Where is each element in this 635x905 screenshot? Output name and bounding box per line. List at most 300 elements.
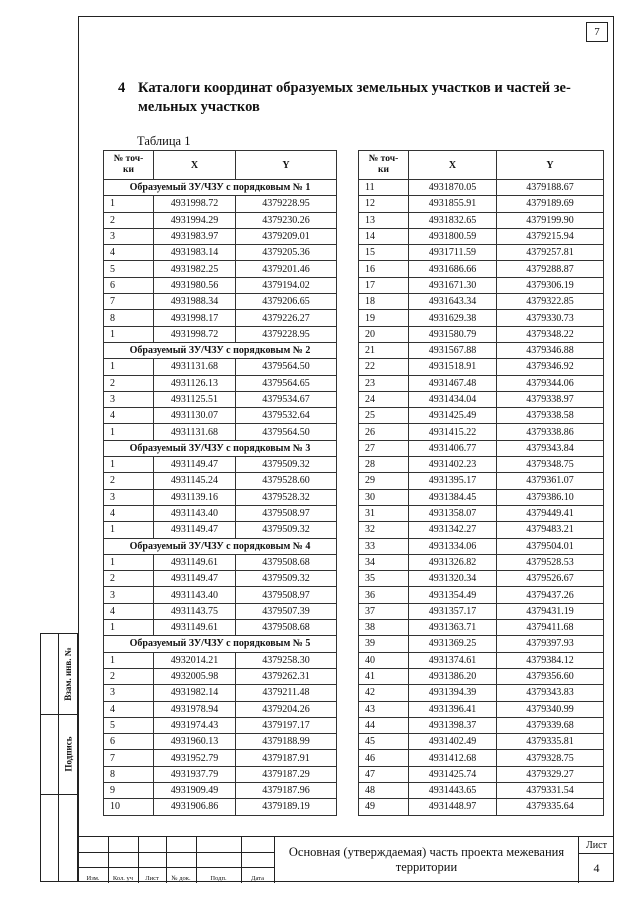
point-cell: 2 [104, 212, 154, 228]
point-cell: 46 [359, 750, 409, 766]
x-cell: 4931363.71 [409, 620, 497, 636]
point-cell: 22 [359, 359, 409, 375]
y-cell: 4379507.39 [236, 603, 337, 619]
point-cell: 48 [359, 782, 409, 798]
y-cell: 4379330.73 [497, 310, 604, 326]
label-change: Изм. [86, 875, 100, 882]
x-cell: 4931937.79 [154, 766, 236, 782]
y-cell: 4379335.64 [497, 799, 604, 815]
table-row [104, 668, 337, 684]
table-row [104, 766, 337, 782]
table-row [104, 310, 337, 326]
table-row [359, 212, 604, 228]
label-count: Кол. уч [112, 875, 134, 882]
col-header-x: X [409, 151, 497, 180]
x-cell: 4931855.91 [409, 196, 497, 212]
point-cell: 14 [359, 228, 409, 244]
x-cell: 4931149.61 [154, 554, 236, 570]
table-row [104, 245, 337, 261]
table-row [104, 571, 337, 587]
y-cell: 4379335.81 [497, 734, 604, 750]
table-row [104, 782, 337, 798]
x-cell: 4931396.41 [409, 701, 497, 717]
x-cell: 4931643.34 [409, 294, 497, 310]
y-cell: 4379306.19 [497, 277, 604, 293]
group-row [104, 180, 337, 196]
point-cell: 41 [359, 668, 409, 684]
table-row [359, 538, 604, 554]
point-cell: 31 [359, 505, 409, 521]
y-cell: 4379411.68 [497, 620, 604, 636]
table-row [359, 408, 604, 424]
group-title: Образуемый ЗУ/ЧЗУ с порядковым № 3 [104, 440, 337, 456]
y-cell: 4379187.29 [236, 766, 337, 782]
inventory-label: Взам. инв. № [63, 647, 73, 701]
x-cell: 4931149.47 [154, 457, 236, 473]
x-cell: 4931980.56 [154, 277, 236, 293]
y-cell: 4379226.27 [236, 310, 337, 326]
x-cell: 4931149.61 [154, 620, 236, 636]
table-row [359, 734, 604, 750]
table-row [359, 294, 604, 310]
x-cell: 4931580.79 [409, 326, 497, 342]
point-cell: 4 [104, 505, 154, 521]
point-cell: 13 [359, 212, 409, 228]
x-cell: 4931952.79 [154, 750, 236, 766]
label-doc-number: № док. [171, 875, 191, 882]
point-cell: 4 [104, 408, 154, 424]
point-cell: 37 [359, 603, 409, 619]
point-cell: 9 [104, 782, 154, 798]
point-cell: 3 [104, 391, 154, 407]
point-cell: 10 [104, 799, 154, 815]
point-cell: 25 [359, 408, 409, 424]
point-cell: 3 [104, 587, 154, 603]
table-row [359, 717, 604, 733]
point-cell: 29 [359, 473, 409, 489]
table-row [359, 326, 604, 342]
point-cell: 1 [104, 326, 154, 342]
table-row [104, 196, 337, 212]
table-row [359, 782, 604, 798]
y-cell: 4379526.67 [497, 571, 604, 587]
table-row [359, 391, 604, 407]
point-cell: 1 [104, 196, 154, 212]
y-cell: 4379509.32 [236, 522, 337, 538]
point-cell: 26 [359, 424, 409, 440]
table-row [359, 359, 604, 375]
table-row [104, 750, 337, 766]
table-row [359, 457, 604, 473]
x-cell: 4931143.40 [154, 587, 236, 603]
y-cell: 4379194.02 [236, 277, 337, 293]
y-cell: 4379528.53 [497, 554, 604, 570]
x-cell: 4931402.49 [409, 734, 497, 750]
x-cell: 4931130.07 [154, 408, 236, 424]
table-row [359, 766, 604, 782]
y-cell: 4379449.41 [497, 505, 604, 521]
table-row [104, 799, 337, 815]
x-cell: 4931906.86 [154, 799, 236, 815]
table-header-row [359, 151, 604, 180]
x-cell: 4931983.97 [154, 228, 236, 244]
y-cell: 4379483.21 [497, 522, 604, 538]
table-row [104, 326, 337, 342]
label-signature: Подп. [210, 875, 227, 882]
y-cell: 4379348.22 [497, 326, 604, 342]
table-row [359, 522, 604, 538]
x-cell: 4931567.88 [409, 342, 497, 358]
table-row [104, 294, 337, 310]
x-cell: 4931149.47 [154, 571, 236, 587]
y-cell: 4379564.50 [236, 359, 337, 375]
point-cell: 34 [359, 554, 409, 570]
x-cell: 4931518.91 [409, 359, 497, 375]
x-cell: 4931443.65 [409, 782, 497, 798]
x-cell: 4931434.04 [409, 391, 497, 407]
point-cell: 27 [359, 440, 409, 456]
table-row [104, 701, 337, 717]
group-title: Образуемый ЗУ/ЧЗУ с порядковым № 5 [104, 636, 337, 652]
table-row [104, 212, 337, 228]
point-cell: 19 [359, 310, 409, 326]
x-cell: 4932005.98 [154, 668, 236, 684]
table-row [359, 571, 604, 587]
point-cell: 1 [104, 620, 154, 636]
group-row [104, 440, 337, 456]
table-row [359, 505, 604, 521]
y-cell: 4379329.27 [497, 766, 604, 782]
x-cell: 4931358.07 [409, 505, 497, 521]
col-header-x: X [154, 151, 236, 180]
x-cell: 4931978.94 [154, 701, 236, 717]
point-cell: 28 [359, 457, 409, 473]
point-cell: 18 [359, 294, 409, 310]
x-cell: 4931125.51 [154, 391, 236, 407]
x-cell: 4931402.23 [409, 457, 497, 473]
table-row [104, 652, 337, 668]
table-row [104, 603, 337, 619]
revision-grid [78, 837, 274, 883]
point-cell: 23 [359, 375, 409, 391]
table-row [359, 652, 604, 668]
y-cell: 4379215.94 [497, 228, 604, 244]
y-cell: 4379343.83 [497, 685, 604, 701]
point-cell: 2 [104, 668, 154, 684]
x-cell: 4931671.30 [409, 277, 497, 293]
table-row [359, 245, 604, 261]
table-row [104, 685, 337, 701]
table-row [359, 440, 604, 456]
y-cell: 4379348.75 [497, 457, 604, 473]
x-cell: 4931870.05 [409, 180, 497, 196]
section-number: 4 [118, 80, 126, 96]
x-cell: 4931139.16 [154, 489, 236, 505]
x-cell: 4931334.06 [409, 538, 497, 554]
table-row [359, 603, 604, 619]
y-cell: 4379262.31 [236, 668, 337, 684]
point-cell: 5 [104, 717, 154, 733]
point-cell: 2 [104, 375, 154, 391]
y-cell: 4379288.87 [497, 261, 604, 277]
sheet-label: Лист [579, 837, 614, 854]
table-row [359, 196, 604, 212]
group-row [104, 636, 337, 652]
point-cell: 16 [359, 261, 409, 277]
point-cell: 30 [359, 489, 409, 505]
document-title [274, 837, 578, 883]
table-row [359, 180, 604, 196]
y-cell: 4379504.01 [497, 538, 604, 554]
x-cell: 4931354.49 [409, 587, 497, 603]
y-cell: 4379346.88 [497, 342, 604, 358]
point-cell: 17 [359, 277, 409, 293]
x-cell: 4931998.72 [154, 196, 236, 212]
x-cell: 4931149.47 [154, 522, 236, 538]
point-cell: 2 [104, 473, 154, 489]
point-cell: 4 [104, 701, 154, 717]
y-cell: 4379509.32 [236, 457, 337, 473]
heading-line-1: Каталоги координат образуемых земельных участков и частей зе- [138, 80, 571, 96]
table-row [104, 734, 337, 750]
group-title: Образуемый ЗУ/ЧЗУ с порядковым № 2 [104, 342, 337, 358]
point-cell: 33 [359, 538, 409, 554]
y-cell: 4379397.93 [497, 636, 604, 652]
x-cell: 4931629.38 [409, 310, 497, 326]
y-cell: 4379343.84 [497, 440, 604, 456]
table-row [359, 750, 604, 766]
point-cell: 35 [359, 571, 409, 587]
x-cell: 4931909.49 [154, 782, 236, 798]
point-cell: 12 [359, 196, 409, 212]
title-block [78, 836, 614, 882]
coordinates-table-left [103, 150, 337, 816]
point-cell: 4 [104, 603, 154, 619]
table-caption: Таблица 1 [137, 134, 191, 148]
y-cell: 4379339.68 [497, 717, 604, 733]
point-cell: 1 [104, 522, 154, 538]
table-row [359, 587, 604, 603]
point-cell: 3 [104, 685, 154, 701]
point-cell: 44 [359, 717, 409, 733]
heading-line-2: мельных участков [138, 99, 260, 115]
y-cell: 4379508.97 [236, 505, 337, 521]
x-cell: 4931395.17 [409, 473, 497, 489]
col-header-point: № точ- ки [359, 151, 409, 180]
y-cell: 4379344.06 [497, 375, 604, 391]
x-cell: 4931143.75 [154, 603, 236, 619]
table-row [359, 620, 604, 636]
y-cell: 4379206.65 [236, 294, 337, 310]
table-row [359, 375, 604, 391]
x-cell: 4931960.13 [154, 734, 236, 750]
point-cell: 3 [104, 228, 154, 244]
y-cell: 4379437.26 [497, 587, 604, 603]
table-row [104, 620, 337, 636]
point-cell: 20 [359, 326, 409, 342]
point-cell: 3 [104, 489, 154, 505]
group-title: Образуемый ЗУ/ЧЗУ с порядковым № 4 [104, 538, 337, 554]
y-cell: 4379188.67 [497, 180, 604, 196]
y-cell: 4379230.26 [236, 212, 337, 228]
point-cell: 40 [359, 652, 409, 668]
point-cell: 6 [104, 734, 154, 750]
table-row [104, 457, 337, 473]
y-cell: 4379187.91 [236, 750, 337, 766]
y-cell: 4379189.19 [236, 799, 337, 815]
point-cell: 1 [104, 554, 154, 570]
table-row [104, 359, 337, 375]
section-heading [118, 79, 588, 117]
table-row [104, 277, 337, 293]
y-cell: 4379201.46 [236, 261, 337, 277]
y-cell: 4379431.19 [497, 603, 604, 619]
point-cell: 7 [104, 294, 154, 310]
y-cell: 4379199.90 [497, 212, 604, 228]
coordinates-table-right [358, 150, 604, 816]
x-cell: 4931415.22 [409, 424, 497, 440]
table-row [104, 554, 337, 570]
point-cell: 8 [104, 766, 154, 782]
x-cell: 4931988.34 [154, 294, 236, 310]
y-cell: 4379204.26 [236, 701, 337, 717]
table-row [359, 424, 604, 440]
x-cell: 4931131.68 [154, 424, 236, 440]
y-cell: 4379534.67 [236, 391, 337, 407]
label-sheet: Лист [145, 875, 159, 882]
y-cell: 4379528.32 [236, 489, 337, 505]
point-cell: 1 [104, 424, 154, 440]
point-cell: 2 [104, 571, 154, 587]
x-cell: 4931412.68 [409, 750, 497, 766]
point-cell: 8 [104, 310, 154, 326]
x-cell: 4931398.37 [409, 717, 497, 733]
point-cell: 42 [359, 685, 409, 701]
table-header-row [104, 151, 337, 180]
point-cell: 39 [359, 636, 409, 652]
y-cell: 4379338.58 [497, 408, 604, 424]
point-cell: 43 [359, 701, 409, 717]
y-cell: 4379508.97 [236, 587, 337, 603]
x-cell: 4931711.59 [409, 245, 497, 261]
y-cell: 4379188.99 [236, 734, 337, 750]
point-cell: 7 [104, 750, 154, 766]
x-cell: 4931384.45 [409, 489, 497, 505]
table-row [359, 668, 604, 684]
y-cell: 4379386.10 [497, 489, 604, 505]
col-header-point: № точ- ки [104, 151, 154, 180]
x-cell: 4931983.14 [154, 245, 236, 261]
point-cell: 24 [359, 391, 409, 407]
x-cell: 4931320.34 [409, 571, 497, 587]
x-cell: 4931982.14 [154, 685, 236, 701]
y-cell: 4379338.97 [497, 391, 604, 407]
point-cell: 38 [359, 620, 409, 636]
y-cell: 4379564.50 [236, 424, 337, 440]
table-row [359, 636, 604, 652]
y-cell: 4379384.12 [497, 652, 604, 668]
table-row [359, 310, 604, 326]
y-cell: 4379257.81 [497, 245, 604, 261]
x-cell: 4931467.48 [409, 375, 497, 391]
y-cell: 4379328.75 [497, 750, 604, 766]
y-cell: 4379189.69 [497, 196, 604, 212]
x-cell: 4931374.61 [409, 652, 497, 668]
x-cell: 4931448.97 [409, 799, 497, 815]
table-row [359, 342, 604, 358]
col-header-y: Y [236, 151, 337, 180]
point-cell: 1 [104, 652, 154, 668]
table-row [104, 522, 337, 538]
table-row [359, 489, 604, 505]
label-date: Дата [251, 875, 264, 882]
y-cell: 4379508.68 [236, 620, 337, 636]
point-cell: 15 [359, 245, 409, 261]
point-cell: 5 [104, 261, 154, 277]
y-cell: 4379528.60 [236, 473, 337, 489]
table-row [104, 489, 337, 505]
y-cell: 4379340.99 [497, 701, 604, 717]
table-row [104, 408, 337, 424]
x-cell: 4931406.77 [409, 440, 497, 456]
table-row [359, 277, 604, 293]
y-cell: 4379346.92 [497, 359, 604, 375]
y-cell: 4379228.95 [236, 196, 337, 212]
x-cell: 4931386.20 [409, 668, 497, 684]
point-cell: 1 [104, 359, 154, 375]
x-cell: 4931994.29 [154, 212, 236, 228]
point-cell: 45 [359, 734, 409, 750]
x-cell: 4931686.66 [409, 261, 497, 277]
x-cell: 4931800.59 [409, 228, 497, 244]
y-cell: 4379508.68 [236, 554, 337, 570]
x-cell: 4931425.49 [409, 408, 497, 424]
point-cell: 21 [359, 342, 409, 358]
y-cell: 4379331.54 [497, 782, 604, 798]
y-cell: 4379211.48 [236, 685, 337, 701]
y-cell: 4379258.30 [236, 652, 337, 668]
group-row [104, 342, 337, 358]
table-row [359, 701, 604, 717]
table-row [104, 505, 337, 521]
x-cell: 4931143.40 [154, 505, 236, 521]
page-number: 7 [586, 22, 608, 42]
y-cell: 4379228.95 [236, 326, 337, 342]
group-title: Образуемый ЗУ/ЧЗУ с порядковым № 1 [104, 180, 337, 196]
y-cell: 4379205.36 [236, 245, 337, 261]
x-cell: 4931998.17 [154, 310, 236, 326]
table-row [104, 587, 337, 603]
point-cell: 4 [104, 245, 154, 261]
x-cell: 4931974.43 [154, 717, 236, 733]
y-cell: 4379209.01 [236, 228, 337, 244]
point-cell: 49 [359, 799, 409, 815]
point-cell: 6 [104, 277, 154, 293]
table-row [359, 685, 604, 701]
table-row [359, 228, 604, 244]
table-row [359, 554, 604, 570]
point-cell: 11 [359, 180, 409, 196]
x-cell: 4931394.39 [409, 685, 497, 701]
document-title-line-1: Основная (утверждаемая) часть проекта межевания [288, 845, 565, 859]
x-cell: 4931425.74 [409, 766, 497, 782]
y-cell: 4379322.85 [497, 294, 604, 310]
table-row [359, 799, 604, 815]
sheet-box [578, 837, 614, 883]
point-cell: 36 [359, 587, 409, 603]
x-cell: 4931982.25 [154, 261, 236, 277]
y-cell: 4379532.64 [236, 408, 337, 424]
